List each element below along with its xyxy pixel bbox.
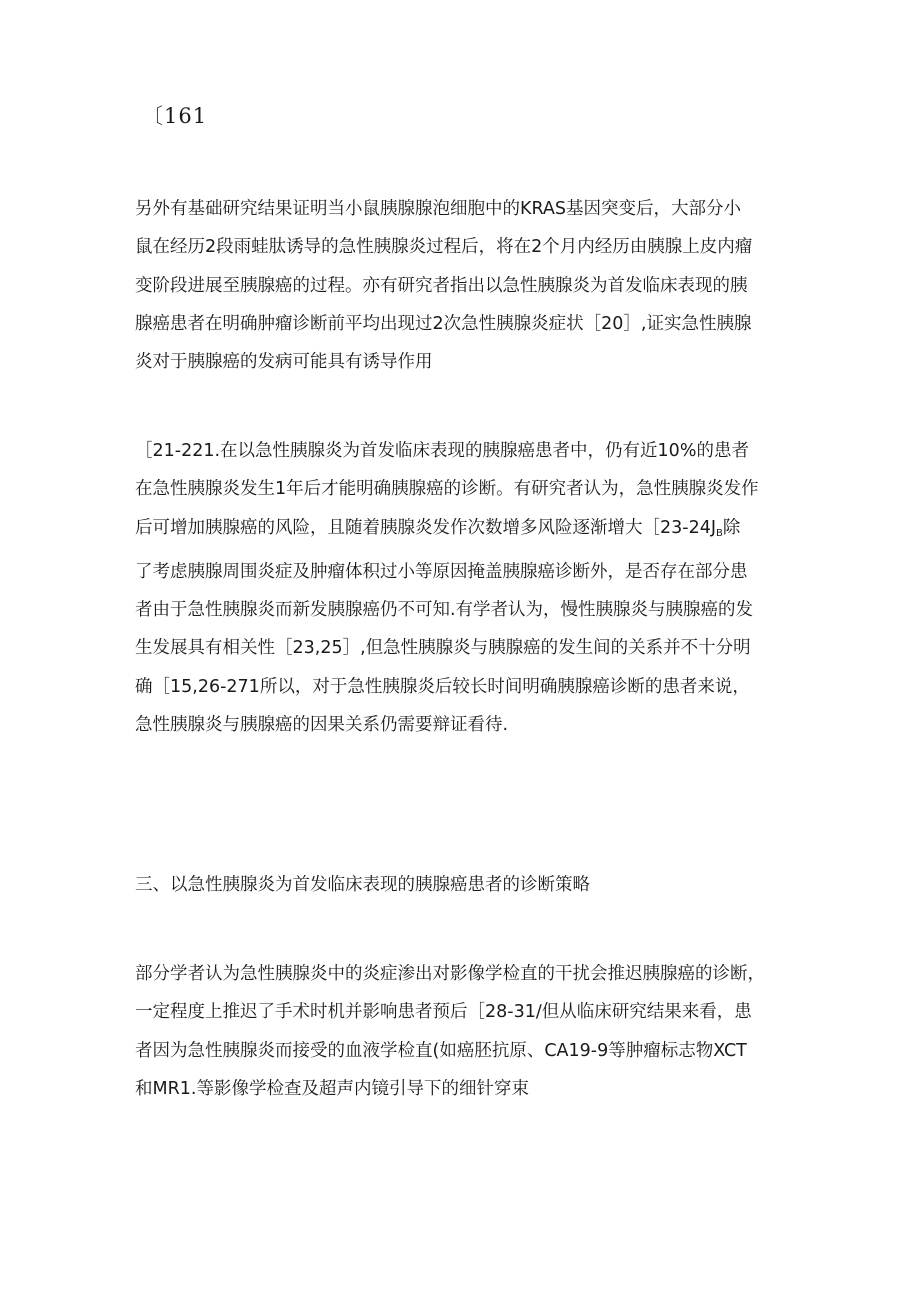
section-heading: 三、以急性胰腺炎为首发临床表现的胰腺癌患者的诊断策略 <box>135 875 590 895</box>
paragraph-line: 变阶段进展至胰腺癌的过程。亦有研究者指出以急性胰腺炎为首发临床表现的胰 <box>135 275 748 296</box>
subscript-mark: B <box>716 527 723 539</box>
paragraph-diagnosis-delay <box>135 432 785 744</box>
paragraph-line: 了考虑胰腺周围炎症及肿瘤体积过小等原因掩盖胰腺癌诊断外，是否存在部分患 <box>135 561 748 582</box>
paragraph-line: 确［15,26-271所以，对于急性胰腺炎后较长时间明确胰腺癌诊断的患者来说， <box>135 676 750 697</box>
reference-fragment: 〔161 <box>142 104 208 128</box>
paragraph-line: 另外有基础研究结果证明当小鼠胰腺腺泡细胞中的KRAS基因突变后，大部分小 <box>135 199 742 219</box>
paragraph-line: 腺癌患者在明确肿瘤诊断前平均出现过2次急性胰腺炎症状［20］,证实急性胰腺 <box>135 313 752 334</box>
paragraph-line: 和MR1.等影像学检查及超声内镜引导下的细针穿束 <box>135 1078 529 1099</box>
paragraph-line: 者由于急性胰腺炎而新发胰腺癌仍不可知.有学者认为，慢性胰腺炎与胰腺癌的发 <box>135 600 754 621</box>
paragraph-line: 者因为急性胰腺炎而接受的血液学检直(如癌胚抗原、CA19-9等肿瘤标志物XCT <box>135 1040 747 1061</box>
paragraph-line: 在急性胰腺炎发生1年后才能明确胰腺癌的诊断。有研究者认为，急性胰腺炎发作 <box>135 479 759 500</box>
paragraph-line: 生发展具有相关性［23,25］,但急性胰腺炎与胰腺癌的发生间的关系并不十分明 <box>135 638 751 659</box>
line-tail: 除 <box>722 517 741 538</box>
paragraph-line <box>135 509 785 553</box>
paragraph-line: 一定程度上推迟了手术时机并影响患者预后［28-31∕但从临床研究结果来看，患 <box>135 1002 752 1023</box>
paragraph-line: 炎对于胰腺癌的发病可能具有诱导作用 <box>135 352 433 373</box>
paragraph-line: ［21-221.在以急性胰腺炎为首发临床表现的胰腺癌患者中，仍有近10%的患者 <box>135 441 749 461</box>
paragraph-diagnosis-strategy <box>135 955 785 1108</box>
paragraph-kras-research <box>135 190 785 381</box>
paragraph-line: 鼠在经历2段雨蛙肽诱导的急性胰腺炎过程后，将在2个月内经历由胰腺上皮内瘤 <box>135 237 753 258</box>
paragraph-line: 急性胰腺炎与胰腺癌的因果关系仍需要辩证看待. <box>135 715 509 736</box>
line-text: 后可增加胰腺癌的风险，且随着胰腺炎发作次数增多风险逐渐增大［23-24J <box>135 517 717 538</box>
paragraph-line: 部分学者认为急性胰腺炎中的炎症渗出对影像学检直的干扰会推迟胰腺癌的诊断， <box>135 964 765 984</box>
